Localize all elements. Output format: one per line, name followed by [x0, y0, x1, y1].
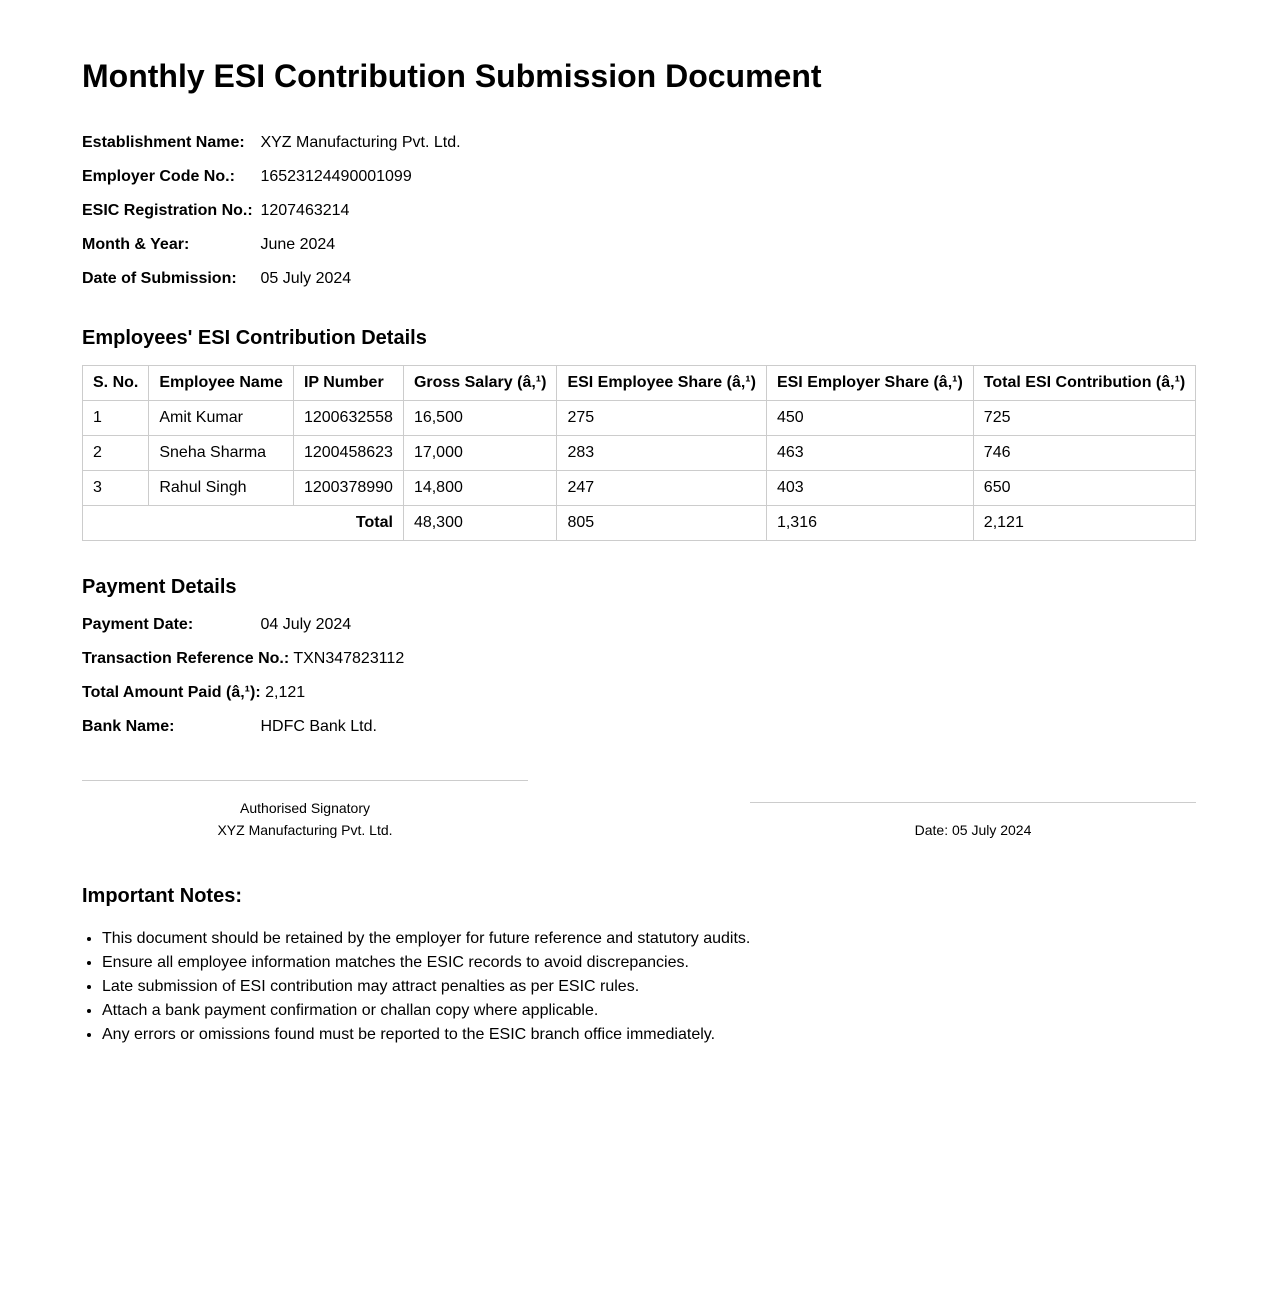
- table-cell: 14,800: [403, 471, 557, 506]
- total-employer-share: 1,316: [766, 506, 973, 541]
- establishment-info: [82, 126, 461, 296]
- column-header: S. No.: [83, 366, 149, 401]
- field-value: HDFC Bank Ltd.: [260, 718, 377, 735]
- table-header-row: [83, 366, 1196, 401]
- field-label: Date of Submission:: [82, 270, 237, 287]
- table-cell: 746: [973, 436, 1195, 471]
- month-year-row: [82, 228, 461, 262]
- page-title: Monthly ESI Contribution Submission Document: [82, 58, 822, 94]
- field-label: Employer Code No.:: [82, 168, 235, 185]
- employer-code-row: [82, 160, 461, 194]
- column-header: ESI Employer Share (â‚¹): [766, 366, 973, 401]
- field-label: Total Amount Paid (â‚¹):: [82, 684, 261, 701]
- submission-date-row: [82, 262, 461, 296]
- table-total-row: [83, 506, 1196, 541]
- field-value: 16523124490001099: [260, 168, 412, 185]
- table-cell: 283: [557, 436, 767, 471]
- field-value: TXN347823112: [293, 650, 405, 667]
- amount-paid-row: [82, 676, 404, 710]
- signature-date-block: [750, 819, 1196, 841]
- notes-section-title: Important Notes:: [82, 885, 242, 907]
- table-cell: Rahul Singh: [149, 471, 294, 506]
- list-item: • This document should be retained by the employer for future reference and statutory audits.: [102, 927, 750, 951]
- bank-name-row: [82, 710, 404, 744]
- table-cell: 463: [766, 436, 973, 471]
- total-gross-salary: 48,300: [403, 506, 557, 541]
- signature-date: Date: 05 July 2024: [914, 822, 1032, 838]
- list-item: • Ensure all employee information matches the ESIC records to avoid discrepancies.: [102, 951, 750, 975]
- payment-info: [82, 608, 404, 744]
- field-label: Payment Date:: [82, 616, 194, 633]
- table-cell: 17,000: [403, 436, 557, 471]
- field-value: 05 July 2024: [260, 270, 352, 287]
- payment-section-title: Payment Details: [82, 576, 237, 598]
- table-cell: 1200378990: [293, 471, 403, 506]
- table-cell: Amit Kumar: [149, 401, 294, 436]
- table-row: [83, 401, 1196, 436]
- table-row: [83, 436, 1196, 471]
- field-label: Month & Year:: [82, 236, 190, 253]
- field-label: Establishment Name:: [82, 134, 245, 151]
- column-header: Total ESI Contribution (â‚¹): [973, 366, 1195, 401]
- list-item: • Late submission of ESI contribution may attract penalties as per ESIC rules.: [102, 975, 750, 999]
- table-cell: 247: [557, 471, 767, 506]
- table-cell: 16,500: [403, 401, 557, 436]
- field-label: Transaction Reference No.:: [82, 650, 290, 667]
- field-value: XYZ Manufacturing Pvt. Ltd.: [260, 134, 461, 151]
- table-cell: 2: [83, 436, 149, 471]
- table-cell: 650: [973, 471, 1195, 506]
- column-header: Gross Salary (â‚¹): [403, 366, 557, 401]
- field-label: Bank Name:: [82, 718, 175, 735]
- column-header: Employee Name: [149, 366, 294, 401]
- field-value: 1207463214: [260, 202, 350, 219]
- column-header: IP Number: [293, 366, 403, 401]
- table-cell: 450: [766, 401, 973, 436]
- contribution-table: [82, 365, 1196, 541]
- total-employee-share: 805: [557, 506, 767, 541]
- date-line: [750, 802, 1196, 803]
- column-header: ESI Employee Share (â‚¹): [557, 366, 767, 401]
- signatory-company: XYZ Manufacturing Pvt. Ltd.: [217, 822, 393, 838]
- field-value: June 2024: [260, 236, 336, 253]
- signatory-block: [82, 797, 528, 841]
- table-row: [83, 471, 1196, 506]
- table-cell: 725: [973, 401, 1195, 436]
- table-cell: 1200632558: [293, 401, 403, 436]
- table-cell: Sneha Sharma: [149, 436, 294, 471]
- table-cell: 1: [83, 401, 149, 436]
- total-contribution: 2,121: [973, 506, 1195, 541]
- table-cell: 403: [766, 471, 973, 506]
- field-value: 2,121: [265, 684, 306, 701]
- total-label: Total: [83, 506, 404, 541]
- signature-line: [82, 780, 528, 781]
- table-cell: 3: [83, 471, 149, 506]
- list-item: • Attach a bank payment confirmation or challan copy where applicable.: [102, 999, 750, 1023]
- table-cell: 1200458623: [293, 436, 403, 471]
- list-item: • Any errors or omissions found must be reported to the ESIC branch office immediately.: [102, 1023, 750, 1047]
- field-label: ESIC Registration No.:: [82, 202, 253, 219]
- table-cell: 275: [557, 401, 767, 436]
- contribution-section-title: Employees' ESI Contribution Details: [82, 327, 427, 349]
- transaction-ref-row: [82, 642, 404, 676]
- signatory-title: Authorised Signatory: [240, 800, 370, 816]
- esic-registration-row: [82, 194, 461, 228]
- field-value: 04 July 2024: [260, 616, 352, 633]
- payment-date-row: [82, 608, 404, 642]
- establishment-name-row: [82, 126, 461, 160]
- notes-list: [82, 927, 750, 1047]
